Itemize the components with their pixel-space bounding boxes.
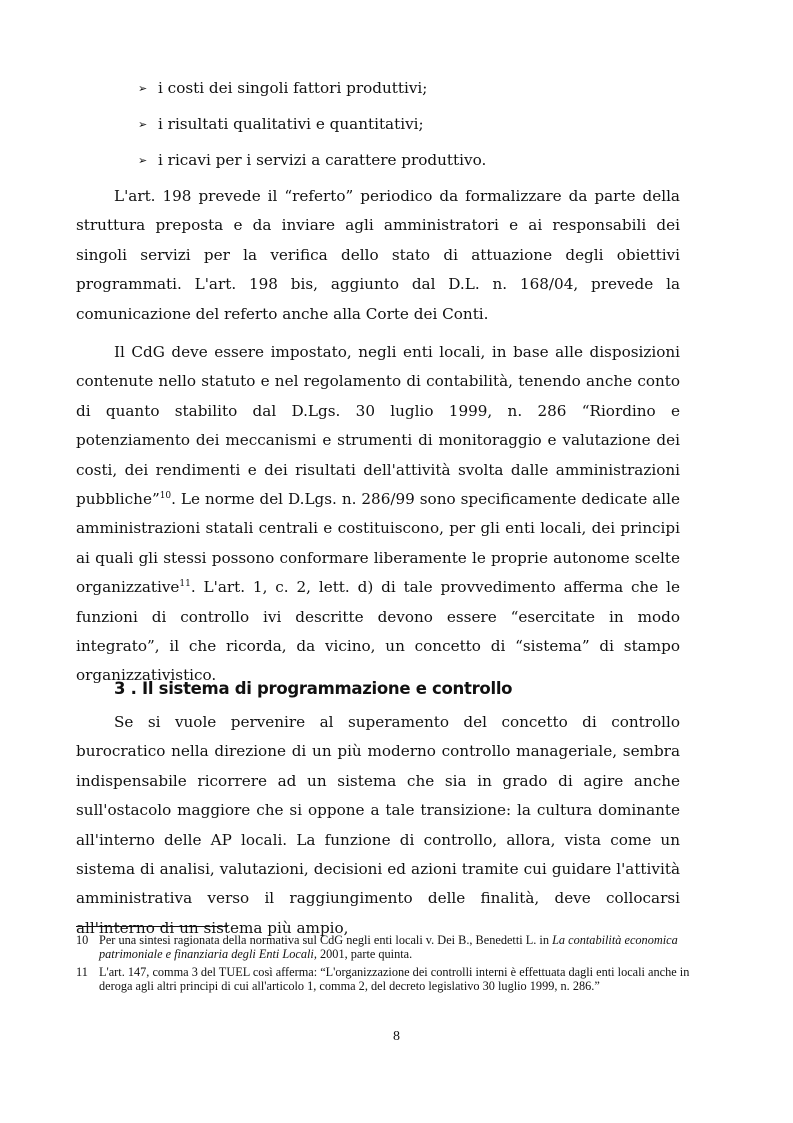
footnote-11: [76, 965, 696, 994]
footnote-text: L'art. 147, comma 3 del TUEL così afferma: “L'organizzazione dei controlli interni è effettuata dagli enti locali anche in deroga agli altri principi di cui all'articolo 1, comma 2, del decreto legislativo 30 luglio 1999, n. 286.”: [99, 964, 690, 994]
arrow-bullet-icon: ➢: [138, 154, 148, 167]
footnote-text-part: 2001, parte quinta.: [316, 947, 413, 962]
page-number: 8: [393, 1029, 400, 1044]
section-heading: 3 . Il sistema di programmazione e controllo: [114, 679, 513, 698]
bullet-item: [138, 148, 486, 184]
paragraph-cdg-text-1: Il CdG deve essere impostato, negli enti locali, in base alle disposizioni contenute nello statuto e nel regolamento di contabilità, tenendo anche conto di quanto stabilito dal D.Lgs. 30 luglio 1999, n. 286 “Riordino e potenziamento dei meccanismi e strumenti di monitoraggio e valutazione dei costi, dei rendimenti e dei risultati dell'attività svolta dalle amministrazioni pubbliche”: [76, 343, 680, 509]
footnote-text-part: Per una sintesi ragionata della normativa sul CdG negli enti locali v. Dei B., Benedetti L. in: [99, 933, 553, 947]
paragraph-referto: [76, 182, 680, 329]
bullet-item-text: i risultati qualitativi e quantitativi;: [158, 115, 424, 133]
footnote-text: [99, 933, 696, 962]
footnote-number: 10: [76, 933, 89, 947]
paragraph-cdg-text-2: . Le norme del D.Lgs. n. 286/99 sono specificamente dedicate alle amministrazioni statali centrali e costituiscono, per gli enti locali, dei principi ai quali gli stessi possono conformare liberamente le proprie autonome scelte organizzative: [76, 490, 680, 597]
bullet-list: [138, 76, 486, 184]
footnote-10: [76, 933, 696, 962]
arrow-bullet-icon: ➢: [138, 82, 148, 95]
footnote-separator: [76, 926, 228, 927]
bullet-item: [138, 112, 486, 148]
footnotes: [76, 933, 696, 997]
footnote-ref-11[interactable]: 11: [179, 579, 191, 590]
bullet-item: [138, 76, 486, 112]
footnote-book-title: La contabilità economica patrimoniale e finanziaria degli Enti Locali,: [99, 933, 678, 962]
bullet-item-text: i ricavi per i servizi a carattere produttivo.: [158, 151, 487, 169]
footnote-ref-10[interactable]: 10: [159, 491, 172, 502]
bullet-item-text: i costi dei singoli fattori produttivi;: [158, 79, 428, 97]
paragraph-cdg-text-3: . L'art. 1, c. 2, lett. d) di tale provvedimento afferma che le funzioni di controllo ivi descritte devono essere “esercitate in modo integrato”, il che ricorda, da vicino, un concetto di “sistema” di stampo organizzativistico.: [76, 578, 680, 685]
paragraph-sistema-text: Se si vuole pervenire al superamento del concetto di controllo burocratico nella direzione di un più moderno controllo manageriale, sembra indispensabile ricorrere ad un sistema che sia in grado di agire anche sull'ostacolo maggiore che si oppone a tale transizione: la cultura dominante all'interno delle AP locali. La funzione di controllo, allora, vista come un sistema di analisi, valutazioni, decisioni ed azioni tramite cui guidare l'attività amministrativa verso il raggiungimento delle finalità, deve collocarsi all'interno di un sistema più ampio,: [76, 713, 680, 937]
paragraph-sistema: [76, 708, 680, 943]
footnote-number: 11: [76, 964, 88, 979]
arrow-bullet-icon: ➢: [138, 118, 148, 131]
paragraph-cdg: [76, 338, 680, 691]
paragraph-referto-text: L'art. 198 prevede il “referto” periodico da formalizzare da parte della struttura preposta e da inviare agli amministratori e ai responsabili dei singoli servizi per la verifica dello stato di attuazione degli obiettivi programmati. L'art. 198 bis, aggiunto dal D.L. n. 168/04, prevede la comunicazione del referto anche alla Corte dei Conti.: [76, 187, 680, 323]
